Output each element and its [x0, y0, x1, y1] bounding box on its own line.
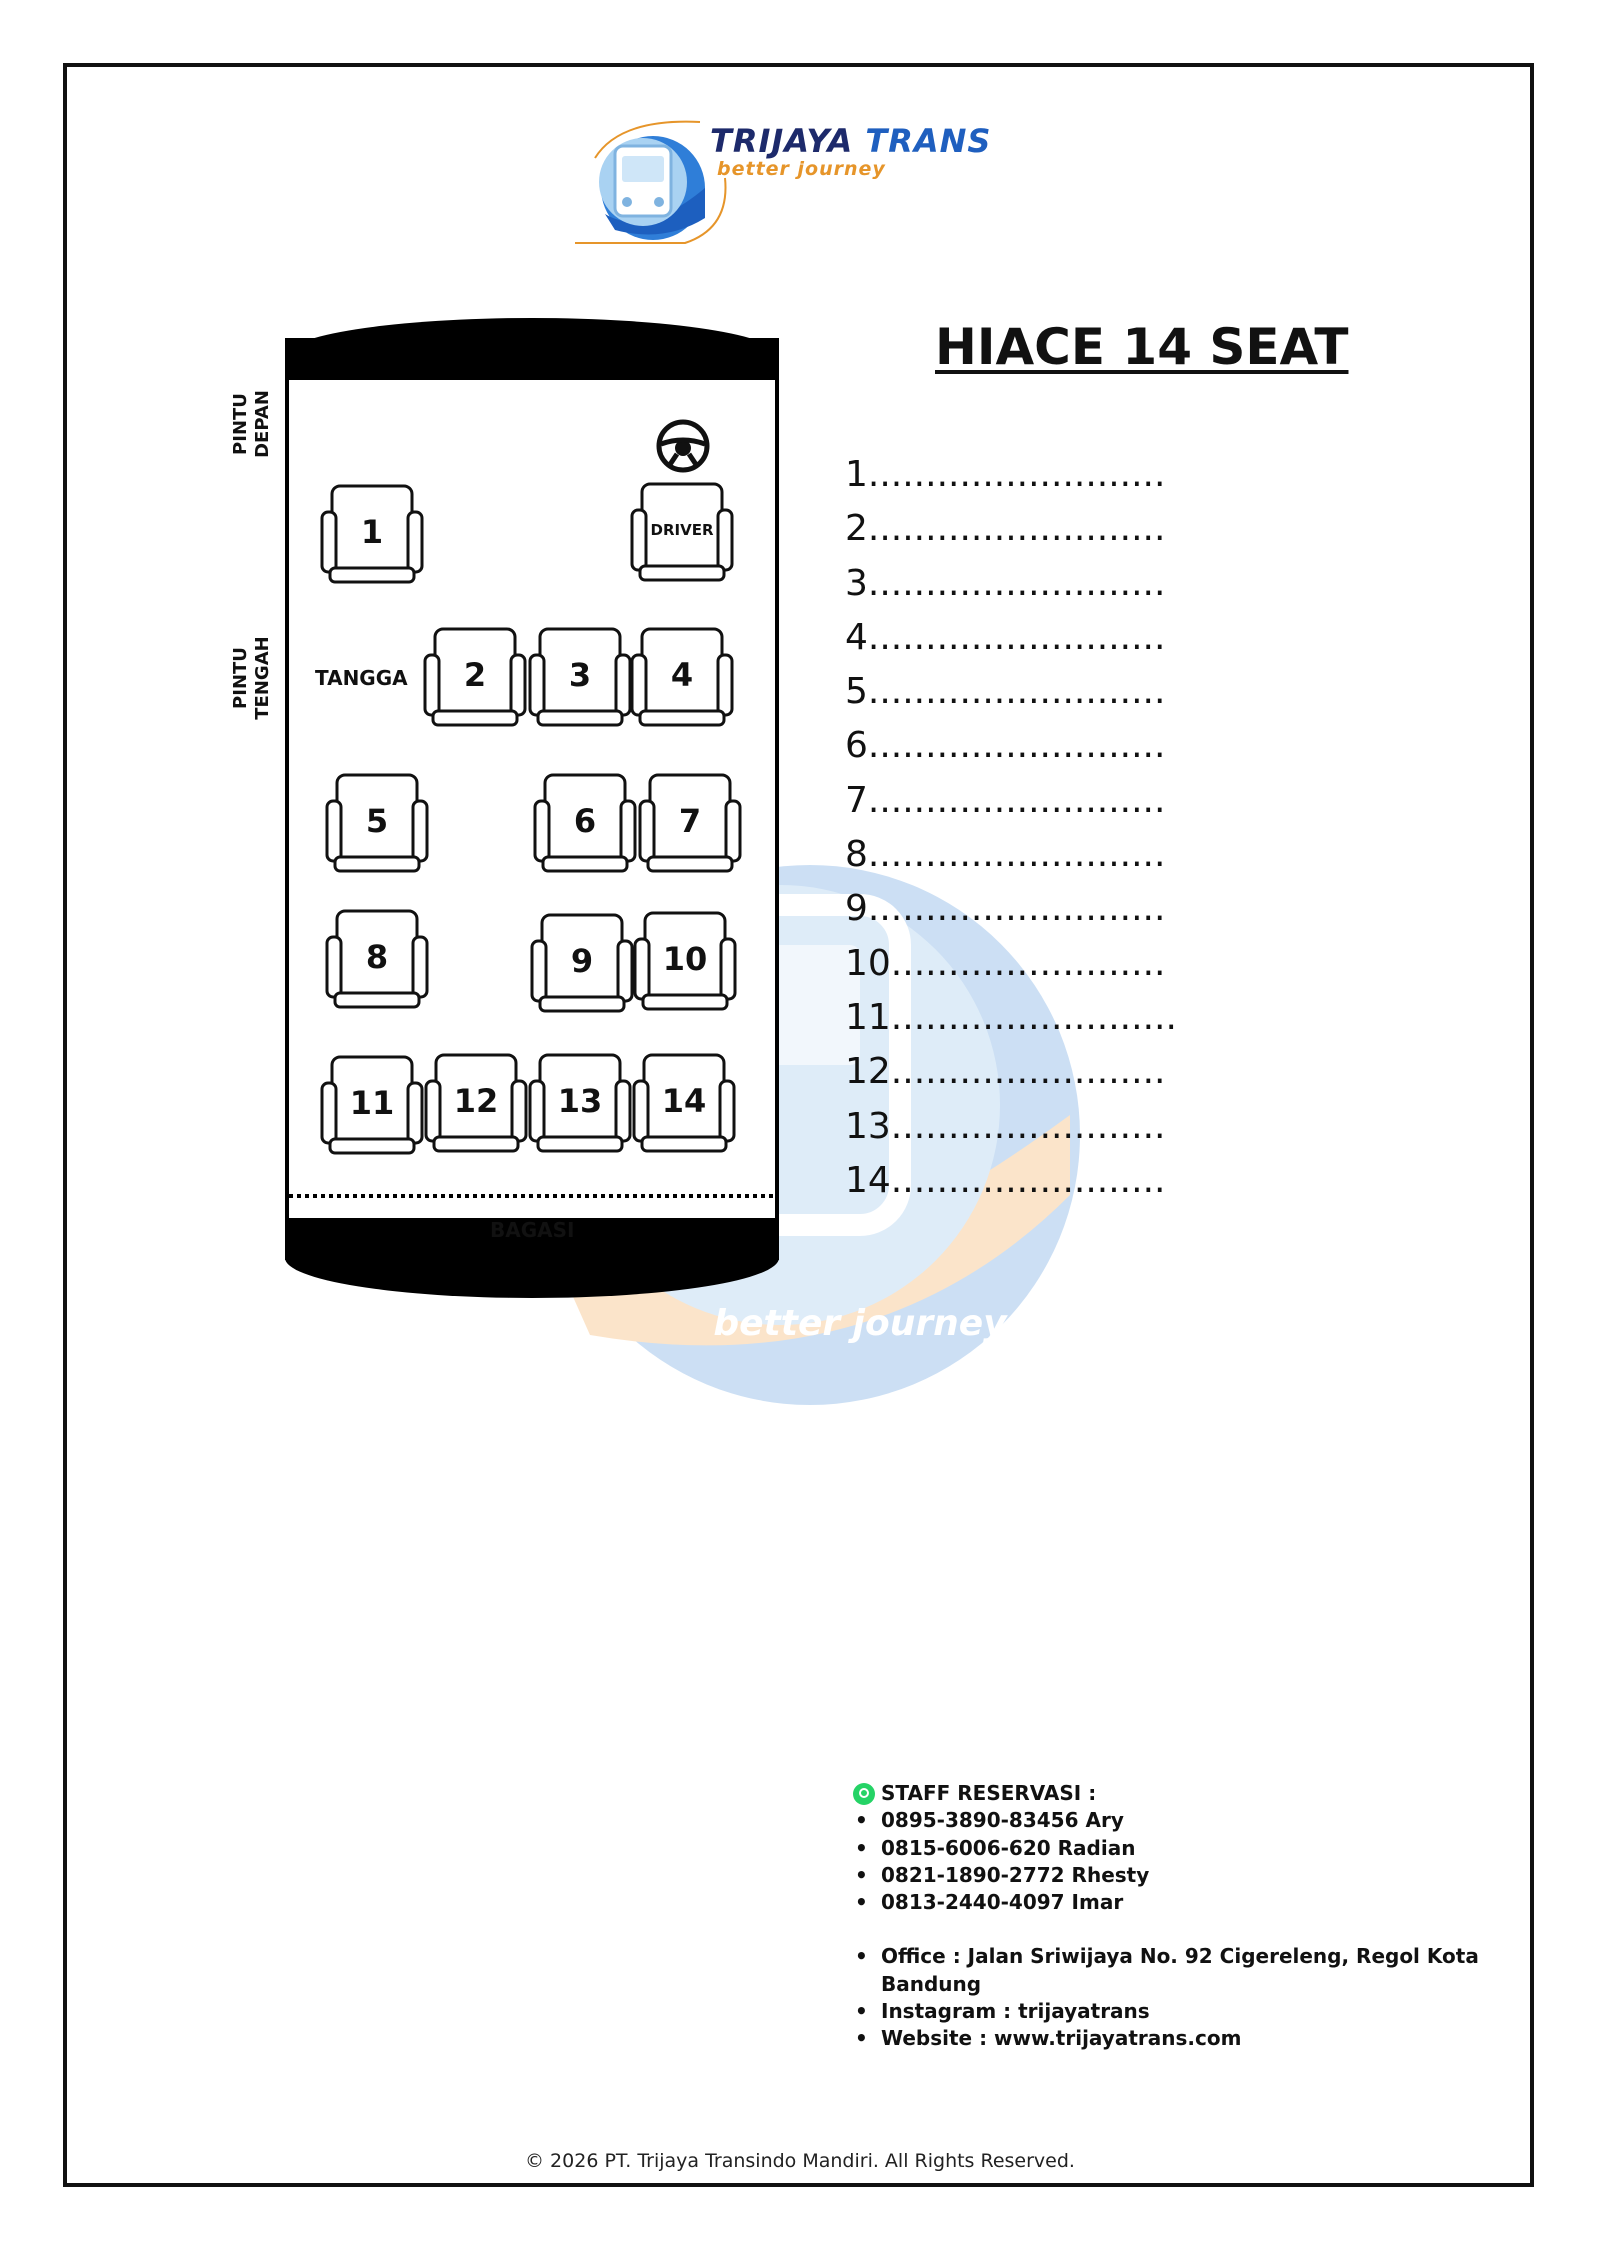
seat-8[interactable] — [325, 907, 429, 1011]
seat-number: 5 — [365, 802, 389, 840]
seat-3[interactable] — [528, 625, 632, 729]
staff-contact[interactable]: • 0815-6006-620 Radian — [853, 1835, 1553, 1862]
seat-14[interactable] — [632, 1051, 736, 1155]
seat-number: 10 — [662, 940, 708, 978]
seat-driver — [630, 480, 734, 584]
middle-door-label — [230, 618, 274, 738]
passenger-list — [845, 448, 1177, 1208]
passenger-line[interactable]: 9.......................... — [845, 888, 1166, 930]
staff-heading-text: STAFF RESERVASI : — [881, 1781, 1097, 1805]
office-address: • Office : Jalan Sriwijaya No. 92 Cigereleng, Regol Kota Bandung — [853, 1943, 1553, 1998]
seat-number: 6 — [573, 802, 597, 840]
luggage-label: BAGASI — [490, 1218, 575, 1242]
seat-number: 14 — [661, 1082, 707, 1120]
copyright-footer: © 2026 PT. Trijaya Transindo Mandiri. All Rights Reserved. — [525, 2150, 1075, 2172]
page-title: HIACE 14 SEAT — [935, 318, 1349, 376]
stair-label: TANGGA — [315, 666, 408, 690]
seat-9[interactable] — [530, 911, 634, 1015]
whatsapp-icon — [853, 1783, 875, 1805]
passenger-line[interactable]: 14........................ — [845, 1159, 1166, 1201]
front-door-label-line2: DEPAN — [252, 390, 273, 458]
staff-contact[interactable]: • 0821-1890-2772 Rhesty — [853, 1862, 1553, 1889]
front-door-label-line1: PINTU — [230, 393, 251, 455]
front-door-label — [230, 364, 274, 484]
passenger-line[interactable]: 10........................ — [845, 942, 1166, 984]
passenger-line[interactable]: 5.......................... — [845, 671, 1166, 713]
passenger-line[interactable]: 3.......................... — [845, 562, 1166, 604]
seat-number: 11 — [349, 1084, 395, 1122]
passenger-line[interactable]: 1.......................... — [845, 454, 1166, 495]
passenger-line[interactable]: 4.......................... — [845, 616, 1166, 658]
driver-label: DRIVER — [650, 521, 714, 539]
passenger-line[interactable]: 11......................... — [845, 996, 1177, 1038]
passenger-line[interactable]: 2.......................... — [845, 508, 1166, 550]
seat-4[interactable] — [630, 625, 734, 729]
staff-contact[interactable]: • 0813-2440-4097 Imar — [853, 1889, 1553, 1916]
seat-13[interactable] — [528, 1051, 632, 1155]
seat-10[interactable] — [633, 909, 737, 1013]
company-info-list — [853, 1943, 1553, 2052]
staff-heading — [853, 1780, 1553, 1807]
seat-number: 8 — [365, 938, 389, 976]
passenger-line[interactable]: 13........................ — [845, 1105, 1166, 1147]
seat-6[interactable] — [533, 771, 637, 875]
brand-name — [710, 122, 991, 160]
staff-list — [853, 1807, 1553, 1916]
seat-number: 3 — [568, 656, 592, 694]
seat-number: 1 — [360, 513, 384, 551]
seat-number: 2 — [463, 656, 487, 694]
seat-1[interactable] — [320, 482, 424, 586]
watermark-tagline: better journey — [713, 1303, 1007, 1344]
seat-number: 9 — [570, 942, 594, 980]
passenger-line[interactable]: 6.......................... — [845, 725, 1166, 767]
seat-11[interactable] — [320, 1053, 424, 1157]
website-link[interactable]: • Website : www.trijayatrans.com — [853, 2025, 1553, 2052]
seat-7[interactable] — [638, 771, 742, 875]
instagram-handle[interactable]: • Instagram : trijayatrans — [853, 1998, 1553, 2025]
seat-5[interactable] — [325, 771, 429, 875]
steering-wheel-icon — [655, 418, 711, 474]
company-logo — [565, 118, 1025, 248]
middle-door-label-line2: TENGAH — [252, 636, 273, 720]
seat-number: 4 — [670, 656, 694, 694]
passenger-line[interactable]: 7.......................... — [845, 779, 1166, 821]
seat-number: 7 — [678, 802, 702, 840]
contact-block — [853, 1780, 1553, 2053]
passenger-line[interactable]: 8.......................... — [845, 834, 1166, 876]
brand-tagline: better journey — [717, 158, 886, 180]
middle-door-label-line1: PINTU — [230, 647, 251, 709]
brand-word-1: TRIJAYA — [710, 122, 854, 160]
seat-2[interactable] — [423, 625, 527, 729]
passenger-line[interactable]: 12........................ — [845, 1051, 1166, 1093]
brand-word-2: TRANS — [865, 122, 992, 160]
staff-contact[interactable]: • 0895-3890-83456 Ary — [853, 1807, 1553, 1834]
spacer — [853, 1916, 1553, 1943]
seat-12[interactable] — [424, 1051, 528, 1155]
seat-number: 12 — [453, 1082, 499, 1120]
seat-number: 13 — [557, 1082, 603, 1120]
